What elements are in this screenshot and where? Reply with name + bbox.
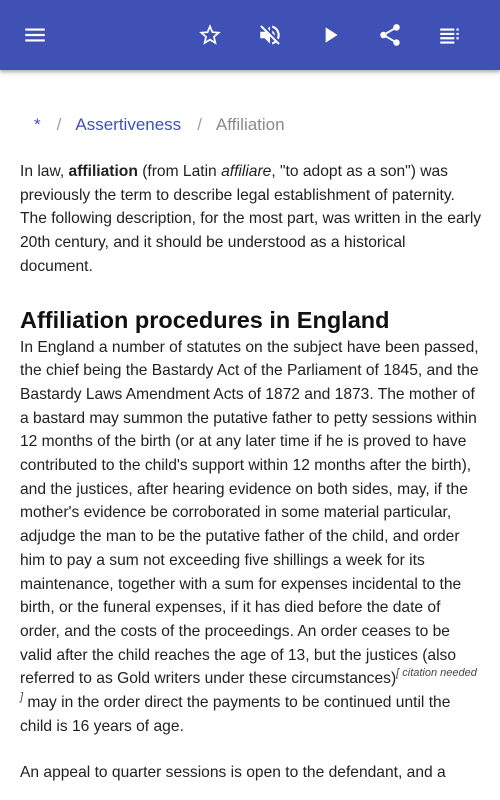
breadcrumb-separator: / xyxy=(197,115,202,134)
menu-icon xyxy=(22,22,48,48)
section-heading: Affiliation procedures in England xyxy=(20,306,390,333)
share-icon xyxy=(377,22,403,48)
volume-off-icon xyxy=(257,22,283,48)
article-body xyxy=(20,160,482,785)
section-paragraph: An appeal to quarter sessions is open to the defendant, and a xyxy=(20,764,446,782)
breadcrumb-parent-link[interactable]: Assertiveness xyxy=(75,115,182,134)
intro-text: , "to adopt as a son") was previously the term to describe legal establishment of paternity. The following description, for the most part, was written in the early 20th century, and it should be understood as a historical document. xyxy=(20,163,482,275)
latin-term: affiliare xyxy=(221,163,272,180)
mute-button[interactable] xyxy=(250,15,290,55)
breadcrumb-current: Affiliation xyxy=(215,115,285,134)
play-button[interactable] xyxy=(310,15,350,55)
playlist-button[interactable] xyxy=(430,15,470,55)
menu-button[interactable] xyxy=(15,15,55,55)
app-toolbar xyxy=(0,0,500,70)
play-icon xyxy=(317,22,343,48)
paragraph-text: In England a number of statutes on the subject have been passed, the chief being the Bastardy Act of the Parliament of 1845, and the Bastardy Laws Amendment Acts of 1872 and 1873. The mother of a bastard may summon the putative father to petty sessions within 12 months of the birth (or at any later time if he is proved to have contributed to the child's support within 12 months after the birth), and the justices, after hearing evidence on both sides, may, if the mother's evidence be corroborated in some material particular, adjudge the man to be the putative father of the child, and order him to pay a sum not exceeding five shillings a week for its maintenance, together with a sum for expenses incidental to the birth, or the funeral expenses, if it has died before the date of order, and the costs of the proceedings. An order ceases to be valid after the child reaches the age of 13, but the justices (also referred to as Gold writers under these circumstances) xyxy=(20,338,479,688)
section-paragraph xyxy=(20,336,482,739)
breadcrumb-separator: / xyxy=(56,115,62,134)
share-button[interactable] xyxy=(370,15,410,55)
breadcrumb xyxy=(34,114,285,136)
intro-text: In law, xyxy=(20,163,69,180)
favorite-button[interactable] xyxy=(190,15,230,55)
intro-text: (from Latin xyxy=(137,163,222,180)
citation-needed-link[interactable]: [ citation needed ] xyxy=(20,667,477,704)
term-affiliation: affiliation xyxy=(68,163,138,180)
paragraph-text: may in the order direct the payments to be continued until the child is 16 years of age. xyxy=(20,694,451,735)
playlist-icon xyxy=(437,22,463,48)
star-outline-icon xyxy=(197,22,223,48)
intro-paragraph xyxy=(20,160,482,279)
breadcrumb-root-link[interactable]: * xyxy=(34,115,41,134)
